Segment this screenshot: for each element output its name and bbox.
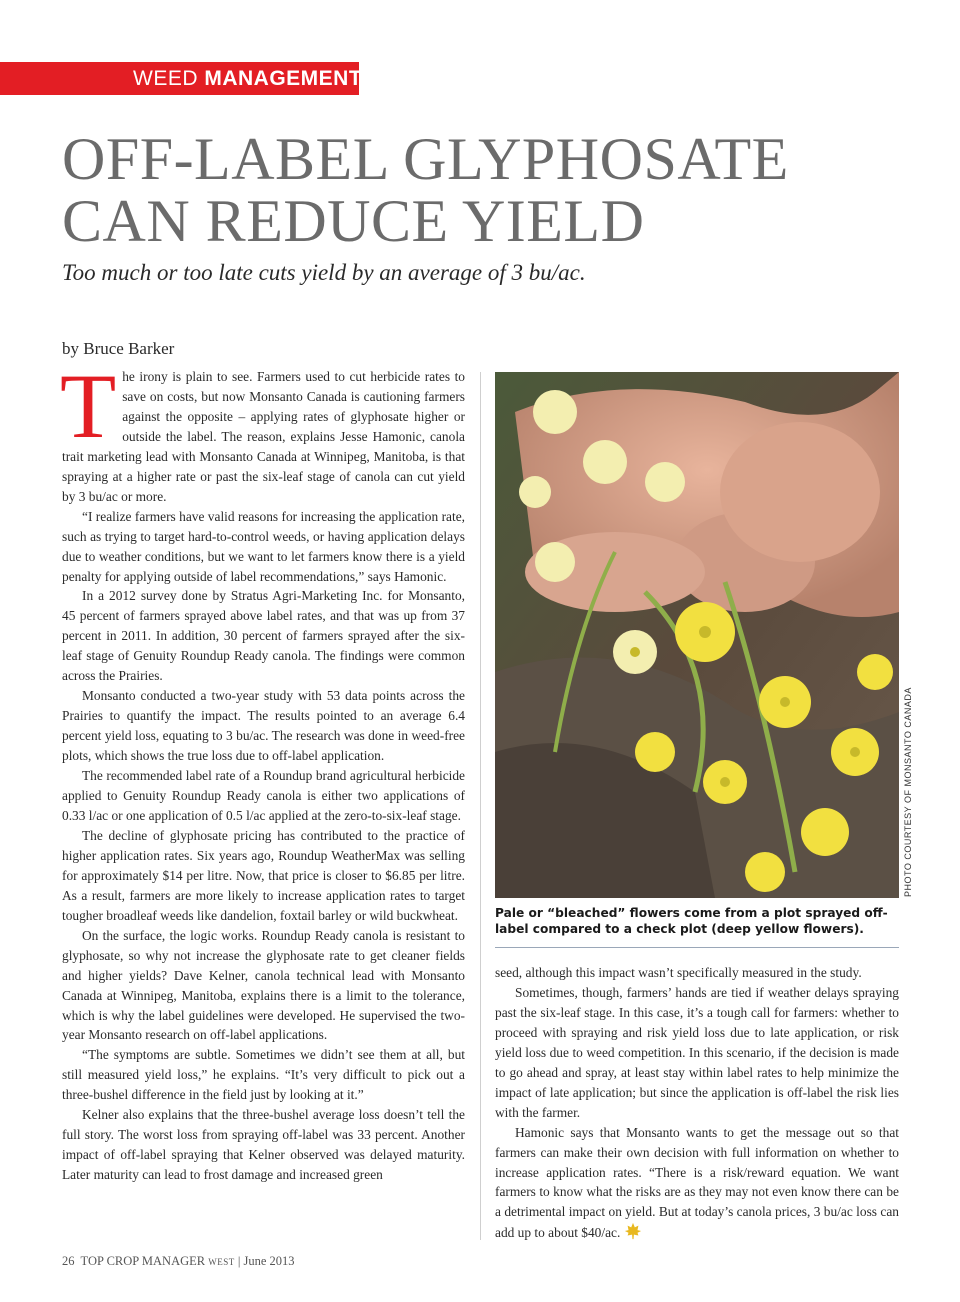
magazine-name: TOP CROP MANAGER <box>80 1254 206 1268</box>
paragraph: The recommended label rate of a Roundup brand agricultural herbicide applied to Genuity Roundup Ready canola is either two applications of 0.33 l/ac or one application of 0.5 l/ac applied at the zero-to-six-leaf stage. <box>62 768 465 823</box>
article-column-left <box>60 355 465 1185</box>
section-tag <box>0 62 363 95</box>
caption-rule <box>495 947 899 948</box>
drop-cap: T <box>60 355 117 457</box>
page-number: 26 <box>62 1254 75 1268</box>
issue-date: | June 2013 <box>237 1254 295 1268</box>
headline-line-1: OFF-LABEL GLYPHOSATE <box>62 126 789 192</box>
paragraph: “I realize farmers have valid reasons for increasing the application rate, such as trying to target hard-to-control weeds, or having application delays due to weather conditions, but we want to let farmers know there is a yield penalty for applying outside of label recommendations,” says Hamonic. <box>62 508 465 584</box>
paragraph: In a 2012 survey done by Stratus Agri-Marketing Inc. for Monsanto, 45 percent of farmers sprayed above label rates, and that was up from 37 percent in 2011. In addition, 30 percent of farmers sprayed after the six-leaf stage of Genuity Roundup Ready canola. The findings were common across the Prairies. <box>62 588 465 684</box>
section-tag-bold: MANAGEMENT <box>204 67 363 90</box>
photo-credit: PHOTO COURTESY OF MONSANTO CANADA <box>903 687 913 897</box>
paragraph: Monsanto conducted a two-year study with 53 data points across the Prairies to quantify the impact. The results pointed to an average 6.4 percent yield loss, equating to 3 bu/ac. The research was done in weed-free plots, which shows the true loss due to off-label application. <box>62 688 465 764</box>
subhead: Too much or too late cuts yield by an average of 3 bu/ac. <box>62 260 586 285</box>
headline <box>62 128 789 252</box>
maple-leaf-icon <box>624 1222 642 1240</box>
paragraph: seed, although this impact wasn’t specifically measured in the study. <box>495 965 862 980</box>
canola-flowers-photo <box>495 372 899 898</box>
paragraph: Hamonic says that Monsanto wants to get the message out so that farmers can make their own decision with full information on whether to increase application rates. “There is a risk/reward equation. We want farmers to know what the risks are as they may not even know there can be a detrimental impact on yield. But at today’s canola prices, 3 bu/ac loss can add up to about $40/ac. <box>495 1124 899 1241</box>
paragraph: The irony is plain to see. Farmers used to cut herbicide rates to save on costs, but now Monsanto Canada is cautioning farmers against the opposite – applying rates of glyphosate higher or outside the label. The reason, explains Jesse Hamonic, canola trait marketing lead with Monsanto Canada at Winnipeg, Manitoba, is that spraying at a higher rate or past the six-leaf stage of canola can cut yield by 3 bu/ac or more. <box>60 355 465 504</box>
section-tag-light: WEED <box>133 67 205 90</box>
byline: by Bruce Barker <box>62 339 175 358</box>
photo-caption: Pale or “bleached” flowers come from a plot sprayed off-label compared to a check plot (deep yellow flowers). <box>495 906 888 936</box>
column-divider <box>480 372 481 1240</box>
paragraph: On the surface, the logic works. Roundup Ready canola is resistant to glyphosate, so why not increase the glyphosate rate to get cleaner fields and higher yields? Dave Kelner, canola technical lead with Monsanto Canada at Winnipeg, Manitoba, explains there is a limit to the tolerance, which is why the label guidelines were developed. He supervised the two-year Monsanto research on off-label applications. <box>62 927 465 1043</box>
paragraph: “The symptoms are subtle. Sometimes we didn’t see them at all, but still measured yield loss,” he explains. “It’s very difficult to pick out a three-bushel difference in the field just by looking at it.” <box>62 1047 465 1103</box>
article-column-right <box>495 963 899 1243</box>
paragraph: Sometimes, though, farmers’ hands are tied if weather delays spraying past the six-leaf stage. In this case, it’s a tough call for farmers: whether to proceed with spraying and risk yield loss due to late application, or risk yield loss due to weed competition. In this scenario, if the decision is made to go ahead and spray, at least stay within label rates to help minimize the impact of late application; but since the application is off-label the risk lies with the farmer. <box>495 984 899 1120</box>
paragraph: Kelner also explains that the three-bushel average loss doesn’t tell the full story. The worst loss from spraying off-label was 33 percent. Another impact of off-label spraying that Kelner observed was delayed maturity. Later maturity can lead to frost damage and increased green <box>62 1107 465 1183</box>
paragraph: The decline of glyphosate pricing has contributed to the practice of higher application rates. Six years ago, Roundup WeatherMax was selling for approximately $14 per litre. Now, that price is closer to $6.85 per litre. As a result, farmers are more likely to increase application rates to target tougher broadleaf weeds like dandelion, foxtail barley or wild buckwheat. <box>62 827 465 923</box>
magazine-edition: WEST <box>208 1257 235 1267</box>
page-footer <box>62 1254 295 1269</box>
headline-line-2: CAN REDUCE YIELD <box>62 188 645 254</box>
